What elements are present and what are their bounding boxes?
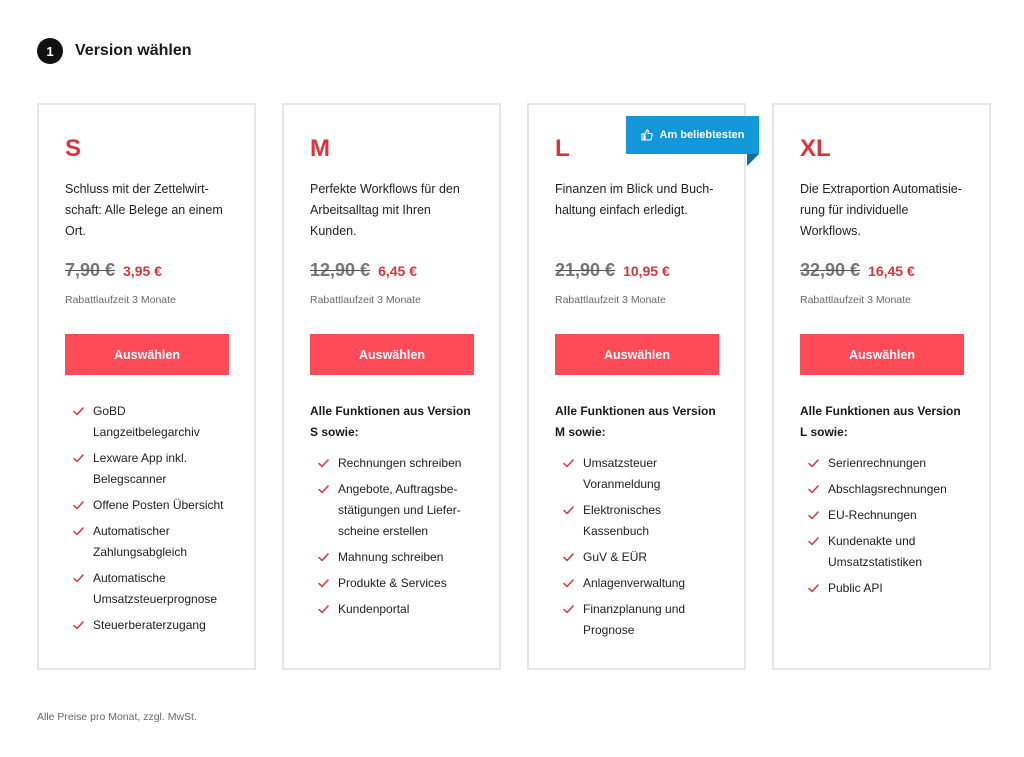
features-intro: Alle Funktionen aus Version L sowie:: [800, 404, 961, 439]
checkmark-icon: [73, 615, 85, 636]
checkmark-icon: [563, 547, 575, 568]
original-price: 21,90 €: [555, 260, 616, 280]
feature-item: [563, 573, 723, 594]
feature-item: [318, 547, 478, 568]
feature-item: [808, 453, 968, 474]
original-price: 7,90 €: [65, 260, 116, 280]
discount-duration: Rabattlaufzeit 3 Monate: [310, 294, 421, 306]
most-popular-ribbon: [626, 116, 759, 154]
feature-label: Anlagenverwaltung: [583, 576, 686, 590]
feature-label: EU-Rechnungen: [828, 508, 917, 522]
feature-label: Offene Posten Übersicht: [93, 498, 224, 512]
plan-description: Finanzen im Blick und Buch-haltung einfach erledigt.: [555, 182, 714, 217]
price-footnote: Alle Preise pro Monat, zzgl. MwSt.: [37, 711, 197, 723]
feature-label: Kundenportal: [338, 602, 410, 616]
feature-item: [73, 615, 233, 636]
checkmark-icon: [73, 568, 85, 589]
feature-label: Elektronisches Kassenbuch: [583, 503, 662, 538]
checkmark-icon: [563, 500, 575, 521]
checkmark-icon: [318, 453, 330, 474]
step-number-badge: 1: [37, 38, 63, 64]
discounted-price: 6,45 €: [378, 263, 417, 279]
feature-item: [808, 578, 968, 599]
price-row: [65, 260, 162, 281]
checkmark-icon: [318, 599, 330, 620]
feature-list: [808, 453, 968, 604]
plan-name: XL: [800, 135, 831, 162]
checkmark-icon: [73, 448, 85, 469]
discount-duration: Rabattlaufzeit 3 Monate: [800, 294, 911, 306]
feature-label: Serienrechnungen: [828, 456, 927, 470]
feature-label: Automatische Umsatzsteuerprognose: [93, 571, 218, 606]
original-price: 12,90 €: [310, 260, 371, 280]
plan-description: Perfekte Workflows für den Arbeitsalltag mit Ihren Kunden.: [310, 182, 460, 238]
checkmark-icon: [563, 599, 575, 620]
feature-item: [318, 573, 478, 594]
plan-card-s: [37, 103, 256, 670]
feature-item: [808, 531, 968, 573]
feature-list: [563, 453, 723, 646]
feature-item: [73, 521, 233, 563]
checkmark-icon: [73, 401, 85, 422]
feature-label: Angebote, Auftragsbe-stätigungen und Liefer-scheine erstellen: [338, 482, 461, 538]
plan-card-l: [527, 103, 746, 670]
feature-item: [563, 453, 723, 495]
feature-item: [73, 448, 233, 490]
feature-item: [73, 401, 233, 443]
original-price: 32,90 €: [800, 260, 861, 280]
checkmark-icon: [808, 531, 820, 552]
price-row: [800, 260, 915, 281]
feature-label: GuV & EÜR: [583, 550, 648, 564]
features-intro: Alle Funktionen aus Version S sowie:: [310, 404, 471, 439]
features-intro: Alle Funktionen aus Version M sowie:: [555, 404, 716, 439]
feature-label: Public API: [828, 581, 883, 595]
feature-label: Finanzplanung und Prognose: [583, 602, 686, 637]
checkmark-icon: [318, 547, 330, 568]
discounted-price: 3,95 €: [123, 263, 162, 279]
feature-list: [73, 401, 233, 641]
feature-item: [563, 500, 723, 542]
select-plan-button[interactable]: Auswählen: [555, 334, 719, 375]
feature-label: Automatischer Zahlungsabgleich: [93, 524, 188, 559]
discounted-price: 16,45 €: [868, 263, 915, 279]
checkmark-icon: [318, 573, 330, 594]
feature-label: Kundenakte und Umsatzstatistiken: [828, 534, 923, 569]
ribbon-fold: [747, 154, 759, 166]
feature-item: [318, 479, 478, 542]
select-plan-button[interactable]: Auswählen: [65, 334, 229, 375]
checkmark-icon: [808, 479, 820, 500]
plan-description: Schluss mit der Zettelwirt-schaft: Alle Belege an einem Ort.: [65, 182, 223, 238]
feature-item: [73, 568, 233, 610]
plan-card-m: [282, 103, 501, 670]
checkmark-icon: [808, 578, 820, 599]
feature-label: Steuerberaterzugang: [93, 618, 206, 632]
checkmark-icon: [73, 521, 85, 542]
step-header: [37, 38, 191, 64]
ribbon-label: Am beliebtesten: [659, 129, 745, 141]
checkmark-icon: [808, 505, 820, 526]
price-row: [310, 260, 417, 281]
feature-label: GoBD Langzeitbelegarchiv: [93, 404, 200, 439]
checkmark-icon: [808, 453, 820, 474]
feature-label: Mahnung schreiben: [338, 550, 444, 564]
select-plan-button[interactable]: Auswählen: [800, 334, 964, 375]
feature-label: Umsatzsteuer Voranmeldung: [583, 456, 661, 491]
feature-label: Abschlagsrechnungen: [828, 482, 947, 496]
checkmark-icon: [563, 453, 575, 474]
plan-name: M: [310, 135, 330, 162]
plan-description: Die Extraportion Automatisie-rung für individuelle Workflows.: [800, 182, 962, 238]
plan-card-xl: [772, 103, 991, 670]
step-title: Version wählen: [75, 42, 192, 59]
checkmark-icon: [73, 495, 85, 516]
checkmark-icon: [318, 479, 330, 500]
feature-label: Lexware App inkl. Belegscanner: [93, 451, 188, 486]
discount-duration: Rabattlaufzeit 3 Monate: [65, 294, 176, 306]
select-plan-button[interactable]: Auswählen: [310, 334, 474, 375]
plan-name: L: [555, 135, 570, 162]
feature-item: [318, 453, 478, 474]
checkmark-icon: [563, 573, 575, 594]
discounted-price: 10,95 €: [623, 263, 670, 279]
feature-item: [563, 547, 723, 568]
feature-item: [318, 599, 478, 620]
feature-item: [808, 479, 968, 500]
feature-item: [73, 495, 233, 516]
plan-name: S: [65, 135, 82, 162]
price-row: [555, 260, 670, 281]
feature-list: [318, 453, 478, 625]
feature-item: [563, 599, 723, 641]
feature-label: Produkte & Services: [338, 576, 447, 590]
discount-duration: Rabattlaufzeit 3 Monate: [555, 294, 666, 306]
feature-item: [808, 505, 968, 526]
feature-label: Rechnungen schreiben: [338, 456, 462, 470]
thumbs-up-icon: [641, 129, 653, 141]
